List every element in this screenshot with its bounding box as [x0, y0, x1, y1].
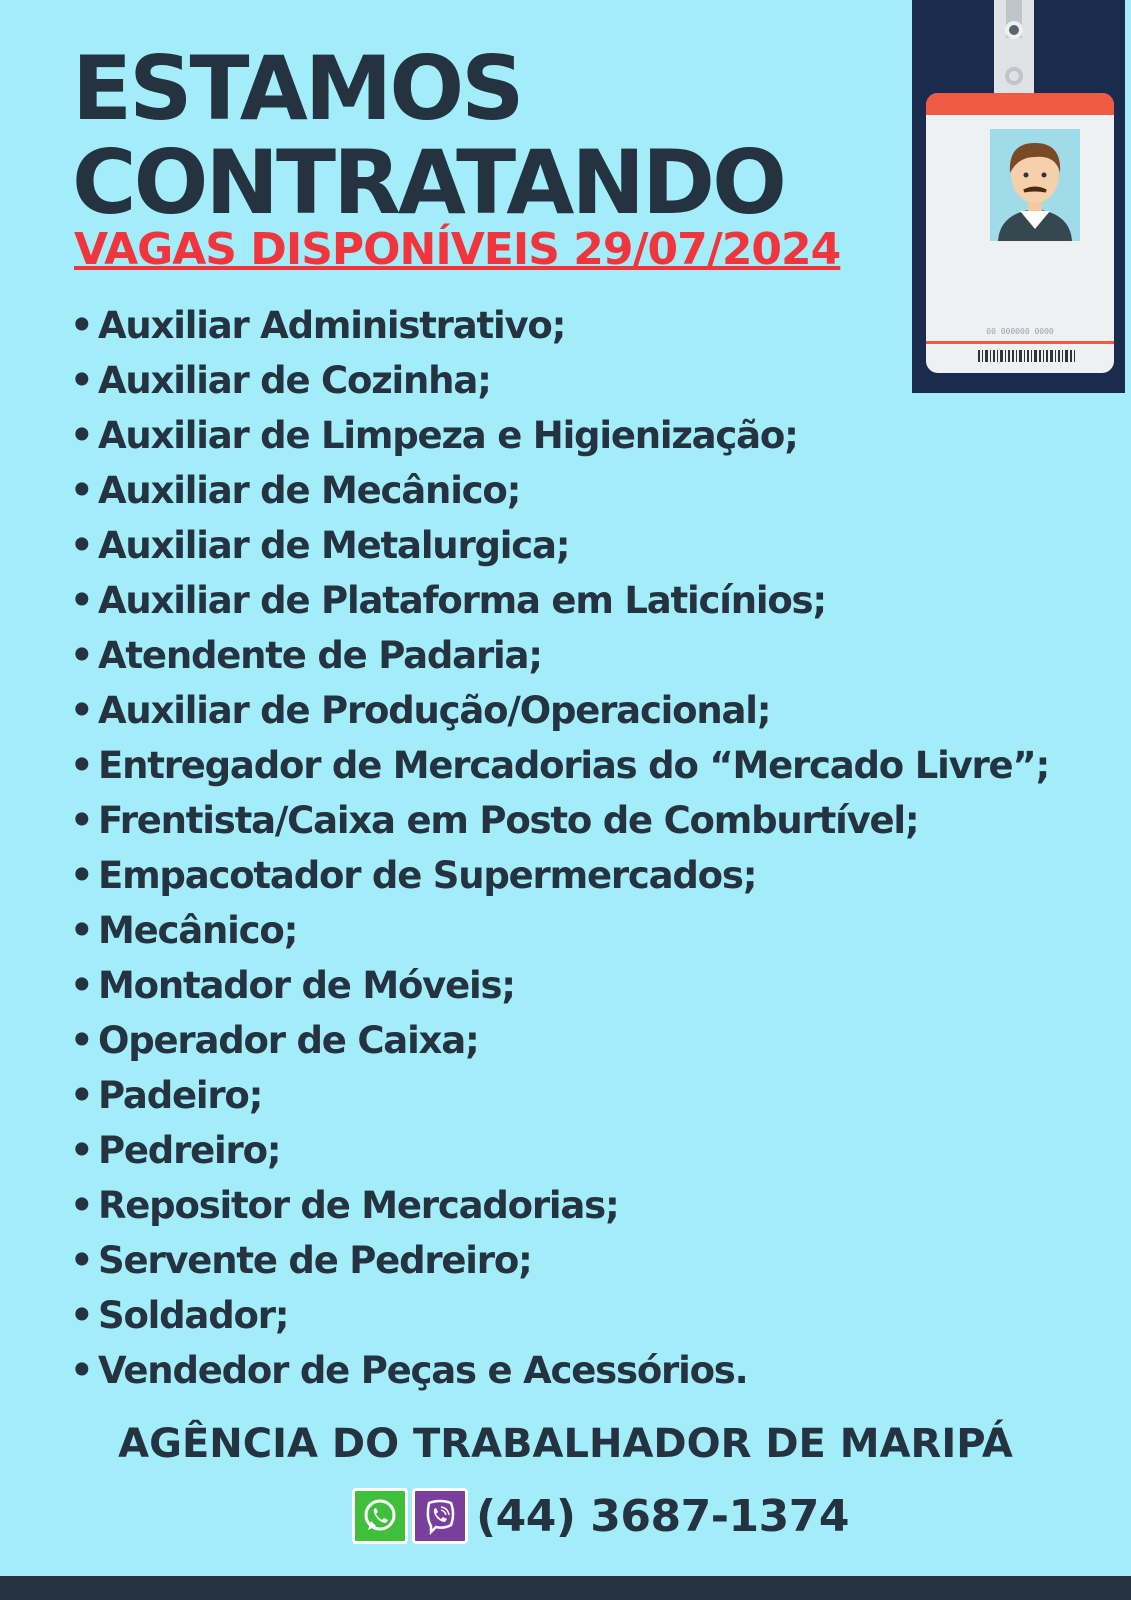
list-item	[70, 463, 1049, 518]
list-item	[70, 408, 1049, 463]
phone-number: (44) 3687-1374	[476, 1490, 849, 1542]
list-item	[70, 573, 1049, 628]
bullet-icon: •	[70, 909, 93, 952]
page-title	[72, 37, 784, 234]
list-item	[70, 958, 1049, 1013]
list-item	[70, 1343, 1049, 1398]
bullet-icon: •	[70, 579, 93, 622]
bullet-icon: •	[70, 634, 93, 677]
bullet-icon: •	[70, 359, 93, 402]
list-item	[70, 518, 1049, 573]
list-item	[70, 1013, 1049, 1068]
list-item	[70, 298, 1049, 353]
list-item	[70, 683, 1049, 738]
list-item	[70, 1178, 1049, 1233]
list-item	[70, 903, 1049, 958]
footer-bar	[0, 1576, 1131, 1600]
bullet-icon: •	[70, 414, 93, 457]
job-title: Soldador;	[98, 1294, 289, 1337]
job-title: Auxiliar de Metalurgica;	[98, 524, 570, 567]
badge-clip-icon	[994, 0, 1034, 108]
job-title: Padeiro;	[98, 1074, 263, 1117]
list-item	[70, 1233, 1049, 1288]
job-title: Montador de Móveis;	[98, 964, 515, 1007]
contact-row	[352, 1487, 849, 1545]
whatsapp-icon	[352, 1488, 408, 1544]
badge-number: 00 000000 0000	[986, 327, 1054, 336]
job-title: Auxiliar Administrativo;	[98, 304, 566, 347]
job-title: Mecânico;	[98, 909, 298, 952]
bullet-icon: •	[70, 744, 93, 787]
bullet-icon: •	[70, 1239, 93, 1282]
badge-photo	[990, 129, 1080, 241]
job-title: Empacotador de Supermercados;	[98, 854, 757, 897]
vacancies-date-subtitle: VAGAS DISPONÍVEIS 29/07/2024	[74, 224, 841, 275]
job-title: Auxiliar de Plataforma em Laticínios;	[98, 579, 826, 622]
list-item	[70, 1068, 1049, 1123]
job-title: Operador de Caixa;	[98, 1019, 479, 1062]
job-title: Auxiliar de Mecânico;	[98, 469, 521, 512]
job-title: Entregador de Mercadorias do “Mercado Livre”;	[98, 744, 1050, 787]
bullet-icon: •	[70, 799, 93, 842]
job-list	[70, 298, 1049, 1398]
bullet-icon: •	[70, 854, 93, 897]
viber-icon	[412, 1488, 468, 1544]
bullet-icon: •	[70, 1184, 93, 1227]
bullet-icon: •	[70, 304, 93, 347]
badge-header-stripe	[926, 93, 1114, 115]
list-item	[70, 1123, 1049, 1178]
job-title: Vendedor de Peças e Acessórios.	[98, 1349, 748, 1392]
list-item	[70, 628, 1049, 683]
list-item	[70, 353, 1049, 408]
job-title: Atendente de Padaria;	[98, 634, 542, 677]
list-item	[70, 738, 1049, 793]
job-title: Auxiliar de Limpeza e Higienização;	[98, 414, 798, 457]
job-title: Repositor de Mercadorias;	[98, 1184, 619, 1227]
job-title: Frentista/Caixa em Posto de Comburtível;	[98, 799, 919, 842]
bullet-icon: •	[70, 1019, 93, 1062]
list-item	[70, 793, 1049, 848]
title-line-1: ESTAMOS	[72, 37, 522, 140]
bullet-icon: •	[70, 1074, 93, 1117]
job-title: Auxiliar de Cozinha;	[98, 359, 491, 402]
person-icon	[990, 129, 1080, 241]
bullet-icon: •	[70, 689, 93, 732]
bullet-icon: •	[70, 469, 93, 512]
badge-clip	[994, 0, 1034, 108]
title-line-2: CONTRATANDO	[72, 131, 784, 234]
bullet-icon: •	[70, 524, 93, 567]
bullet-icon: •	[70, 1294, 93, 1337]
bullet-icon: •	[70, 1349, 93, 1392]
bullet-icon: •	[70, 1129, 93, 1172]
job-title: Pedreiro;	[98, 1129, 281, 1172]
job-title: Auxiliar de Produção/Operacional;	[98, 689, 771, 732]
job-title: Servente de Pedreiro;	[98, 1239, 532, 1282]
list-item	[70, 848, 1049, 903]
agency-name: AGÊNCIA DO TRABALHADOR DE MARIPÁ	[118, 1421, 1013, 1467]
list-item	[70, 1288, 1049, 1343]
bullet-icon: •	[70, 964, 93, 1007]
